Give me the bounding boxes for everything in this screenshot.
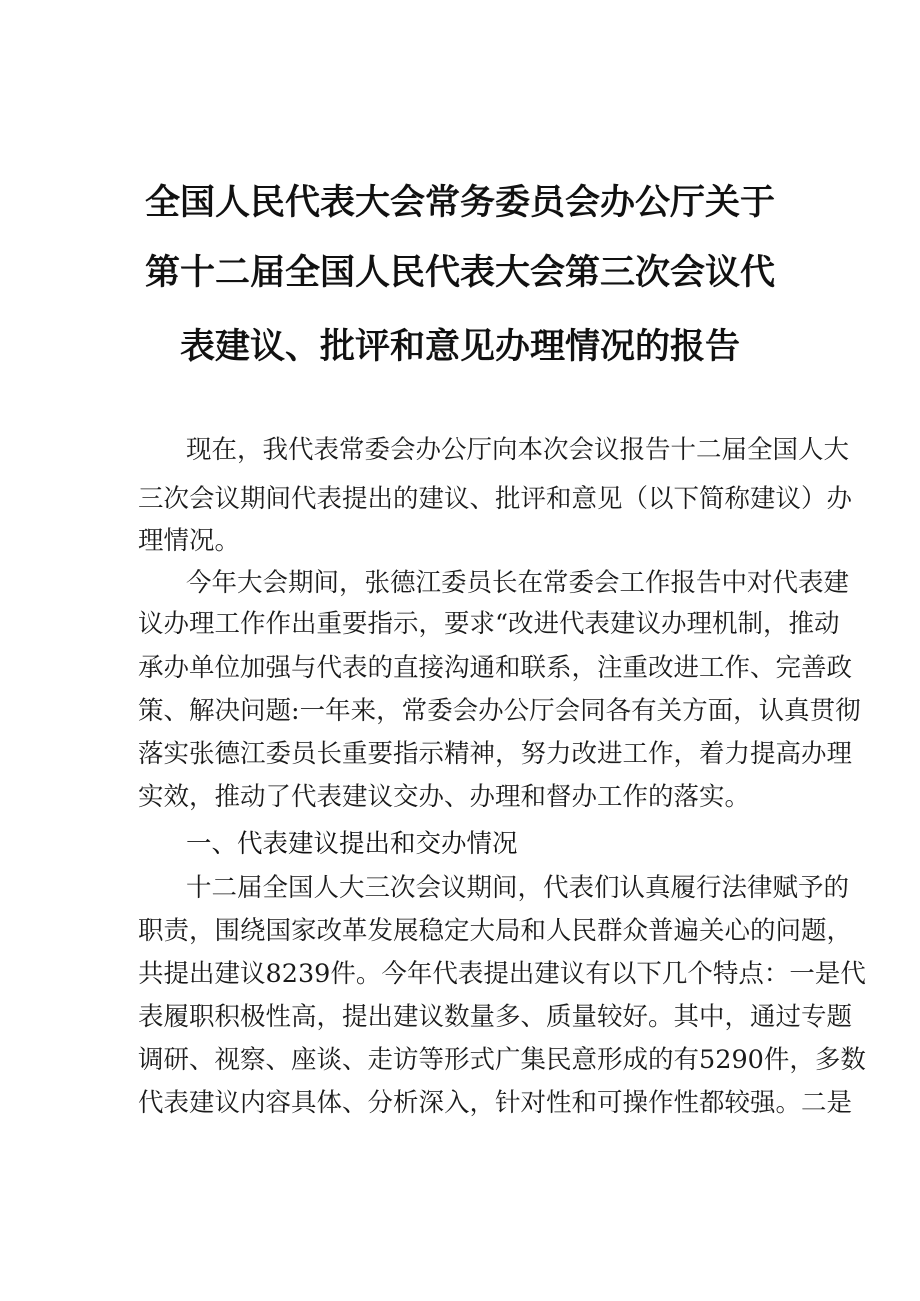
title-line-1: 全国人民代表大会常务委员会办公厅关于 bbox=[144, 183, 775, 223]
paragraph-3-line-2: 职责，围绕国家改革发展稳定大局和人民群众普遍关心的问题， bbox=[138, 916, 853, 946]
paragraph-3-line-6: 代表建议内容具体、分析深入，针对性和可操作性都较强。二是 bbox=[138, 1088, 853, 1118]
paragraph-2-line-5: 落实张德江委员长重要指示精神，努力改进工作，着力提高办理 bbox=[138, 739, 853, 769]
paragraph-2-line-1: 今年大会期间，张德江委员长在常委会工作报告中对代表建 bbox=[186, 568, 850, 598]
paragraph-1-line-1: 现在，我代表常委会办公厅向本次会议报告十二届全国人大 bbox=[186, 435, 850, 465]
title-line-3: 表建议、批评和意见办理情况的报告 bbox=[179, 327, 740, 367]
paragraph-3-line-5: 调研、视察、座谈、走访等形式广集民意形成的有5290件，多数 bbox=[138, 1045, 866, 1075]
paragraph-1-line-3: 理情况。 bbox=[138, 526, 241, 556]
title-line-2: 第十二届全国人民代表大会第三次会议代 bbox=[144, 253, 775, 293]
paragraph-3-line-1: 十二届全国人大三次会议期间，代表们认真履行法律赋予的 bbox=[186, 873, 850, 903]
section-heading: 一、代表建议提出和交办情况 bbox=[186, 829, 518, 859]
paragraph-2-line-4: 策、解决问题:一年来，常委会办公厅会同各有关方面，认真贯彻 bbox=[138, 696, 861, 726]
paragraph-1-line-2: 三次会议期间代表提出的建议、批评和意见（以下简称建议）办 bbox=[138, 484, 853, 514]
paragraph-2-line-3: 承办单位加强与代表的直接沟通和联系，注重改进工作、完善政 bbox=[138, 653, 853, 683]
paragraph-3-line-4: 表履职积极性高，提出建议数量多、质量较好。其中，通过专题 bbox=[138, 1002, 853, 1032]
paragraph-2-line-6: 实效，推动了代表建议交办、办理和督办工作的落实。 bbox=[138, 782, 751, 812]
paragraph-3-line-3: 共提出建议8239件。今年代表提出建议有以下几个特点：一是代 bbox=[138, 959, 866, 989]
paragraph-2-line-2: 议办理工作作出重要指示，要求“改进代表建议办理机制，推动 bbox=[138, 609, 840, 639]
